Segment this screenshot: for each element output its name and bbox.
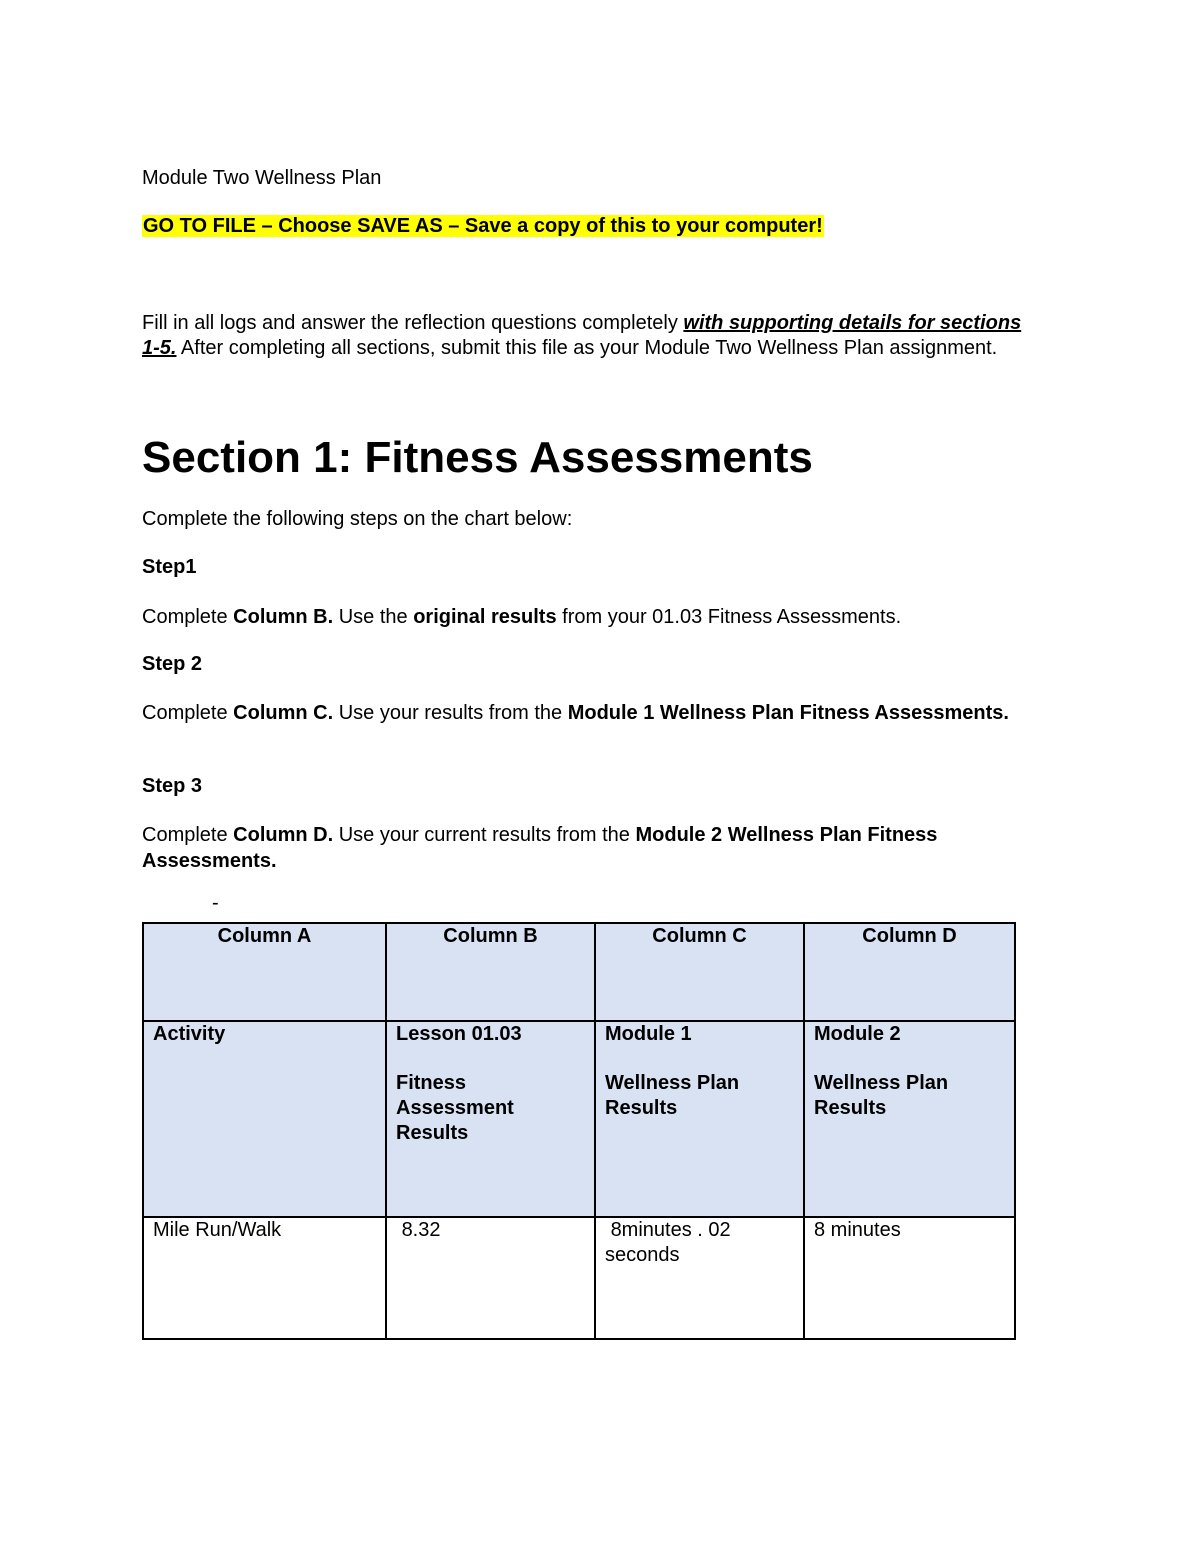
column-c-header: Column C	[595, 923, 804, 1021]
lesson-subheader	[386, 1021, 595, 1217]
activity-label: Activity	[153, 1023, 226, 1045]
save-alert: GO TO FILE – Choose SAVE AS – Save a copy of this to your computer!	[143, 215, 823, 237]
step-2-middle: Use your results from the	[333, 702, 568, 724]
module2-subheader	[804, 1021, 1015, 1217]
step-3-label: Step 3	[142, 775, 203, 797]
step-2-prefix: Complete	[142, 702, 234, 724]
step-1-prefix: Complete	[142, 606, 234, 628]
step-1-column: Column B.	[233, 606, 334, 628]
stray-dash: -	[212, 892, 219, 914]
column-d-header: Column D	[804, 923, 1015, 1021]
module1-subheader	[595, 1021, 804, 1217]
step-2-source: Module 1 Wellness Plan Fitness Assessments.	[567, 702, 1009, 724]
step-2-label: Step 2	[142, 653, 203, 675]
fitness-assessment-table	[142, 922, 1016, 1340]
step-1-suffix: from your 01.03 Fitness Assessments.	[556, 606, 902, 628]
step-1-label: Step1	[142, 556, 197, 578]
column-a-header: Column A	[143, 923, 386, 1021]
module2-result-cell[interactable]: 8 minutes	[804, 1217, 1015, 1339]
activity-subheader	[143, 1021, 386, 1217]
step-3-middle: Use your current results from the	[333, 824, 636, 846]
step-1-source: original results	[413, 606, 557, 628]
step-2-text	[142, 700, 1042, 726]
step-1-middle: Use the	[333, 606, 414, 628]
instructions-paragraph	[142, 311, 1042, 361]
step-3-column: Column D.	[233, 824, 334, 846]
lesson-result-cell[interactable]	[386, 1217, 595, 1339]
table-row	[143, 1217, 1015, 1339]
step-3-text	[142, 822, 1042, 874]
step-1-text	[142, 604, 1042, 630]
lesson-result-value: 8.32	[401, 1219, 441, 1241]
instructions-before: Fill in all logs and answer the reflection questions completely	[142, 312, 684, 334]
module1-subtitle: Wellness Plan Results	[605, 1072, 740, 1119]
activity-cell[interactable]: Mile Run/Walk	[143, 1217, 386, 1339]
module1-title: Module 1	[605, 1023, 692, 1045]
module1-result-value: 8minutes . 02 seconds	[605, 1219, 731, 1266]
instructions-after: After completing all sections, submit this file as your Module Two Wellness Plan assignment.	[176, 337, 998, 359]
module2-title: Module 2	[814, 1023, 901, 1045]
lesson-subtitle: Fitness Assessment Results	[396, 1072, 514, 1144]
table-header-row	[143, 923, 1015, 1021]
column-b-header: Column B	[386, 923, 595, 1021]
step-2-column: Column C.	[233, 702, 334, 724]
step-3-prefix: Complete	[142, 824, 234, 846]
document-title: Module Two Wellness Plan	[142, 167, 382, 189]
lesson-title: Lesson 01.03	[396, 1023, 522, 1045]
table-subheader-row	[143, 1021, 1015, 1217]
section-intro: Complete the following steps on the chart below:	[142, 508, 573, 530]
module1-result-cell[interactable]	[595, 1217, 804, 1339]
instructions-emphasis: with supporting details for sections 1-5.	[142, 312, 1022, 359]
section-heading: Section 1: Fitness Assessments	[142, 433, 813, 482]
step-3-source: Module 2 Wellness Plan Fitness Assessments.	[142, 824, 938, 872]
module2-subtitle: Wellness Plan Results	[814, 1072, 949, 1119]
save-alert-line	[142, 214, 824, 239]
